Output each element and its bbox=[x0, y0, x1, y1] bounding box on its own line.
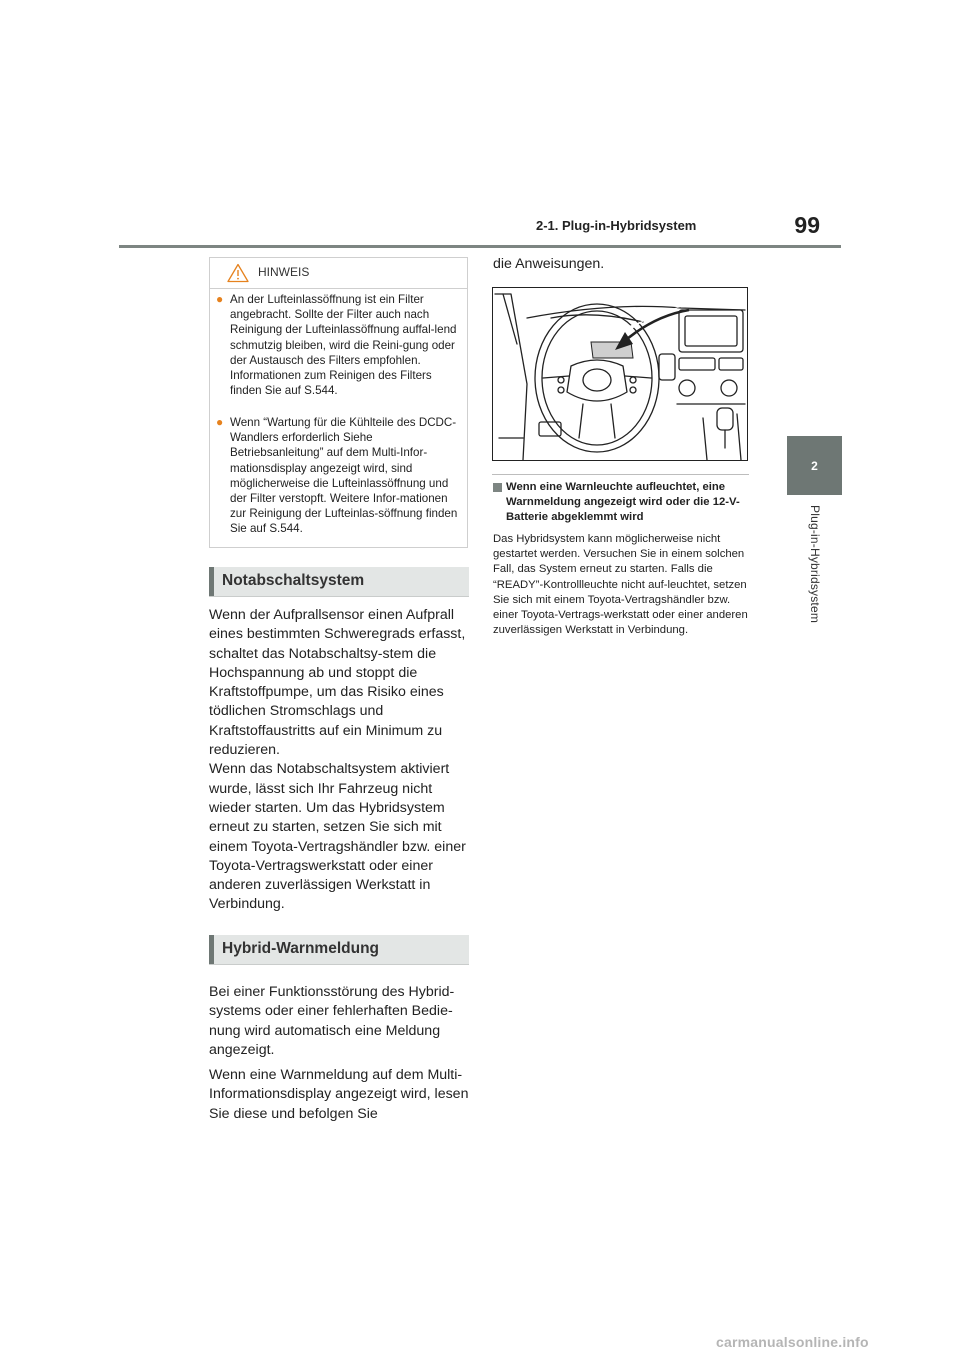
section-header-title: 2-1. Plug-in-Hybridsystem bbox=[536, 218, 697, 233]
bullet-icon: ● bbox=[216, 292, 224, 306]
steering-wheel-dashboard-image bbox=[493, 288, 747, 460]
section-heading-notabschaltsystem bbox=[209, 567, 469, 597]
chapter-side-label bbox=[800, 505, 830, 645]
watermark-text: carmanualsonline.info bbox=[716, 1334, 869, 1350]
section1-paragraph: Wenn der Aufprallsensor einen Aufprall eines bestimmten Schweregrads erfasst, schaltet das Notabschaltsy-stem die Hochspannung ab und stoppt die Kraftstoffpumpe, um das Risiko eines tödlichen Stromschlags und Kraftstoffaustritts auf ein Minimum zu reduzieren. bbox=[209, 607, 466, 759]
chapter-tab-number: 2 bbox=[811, 458, 818, 473]
section2-body bbox=[209, 983, 471, 1130]
section-heading-text: Hybrid-Warnmeldung bbox=[222, 940, 380, 957]
notice-item-text: Wenn “Wartung für die Kühlteile des DCDC-Wandlers erforderlich Siehe Betriebsanleitung” auf dem Multi-Infor-mationsdisplay angezeigt wird, sind möglicherweise die Lufteinlassöffnung und der Filter verstopft. Weitere Infor-mationen zur Reinigung der Lufteinlas-söffnung finden Sie auf S.544. bbox=[230, 416, 458, 536]
notice-header bbox=[210, 258, 467, 289]
section2-paragraph: Wenn eine Warnmeldung auf dem Multi-Informationsdisplay angezeigt wird, lesen Sie diese und befolgen Sie bbox=[209, 1067, 469, 1122]
warning-triangle-icon bbox=[227, 263, 249, 283]
illustration-divider bbox=[492, 474, 749, 475]
section2-paragraph: Bei einer Funktionsstörung des Hybrid-systems oder einer fehlerhaften Bedie-nung wird automatisch eine Meldung angezeigt. bbox=[209, 984, 455, 1058]
section1-body bbox=[209, 606, 471, 921]
header-divider bbox=[119, 245, 841, 248]
section-accent-bar bbox=[209, 567, 214, 596]
notice-item bbox=[216, 415, 464, 537]
section-heading-hybrid-warnmeldung bbox=[209, 935, 469, 965]
notice-item bbox=[216, 292, 464, 398]
notice-box bbox=[209, 257, 468, 548]
bullet-icon: ● bbox=[216, 415, 224, 429]
subsection-heading-text: Wenn eine Warnleuchte aufleuchtet, eine Warnmeldung angezeigt wird oder die 12-V-Batterie abgeklemmt wird bbox=[506, 481, 740, 523]
subsection-heading bbox=[493, 480, 751, 525]
notice-item-text: An der Lufteinlassöffnung ist ein Filter angebracht. Sollte der Filter auch nach Reinigung der Lufteinlassöffnung auffal-lend schmutzig bleiben, wird die Reini-gung oder der Austausch des Filters empfohlen. Informationen zum Reinigen des Filters finden Sie auf S.544. bbox=[230, 293, 457, 398]
subsection-text: Das Hybridsystem kann möglicherweise nicht gestartet werden. Versuchen Sie in einem solchen Fall, das System erneut zu starten. Falls die “READY”-Kontrollleuchte nicht auf-leuchtet, setzen Sie sich mit einem Toyota-Vertragshändler bzw. einer Toyota-Vertrags-werkstatt oder einer anderen zuverlässigen Werkstatt in Verbindung. bbox=[493, 533, 748, 637]
dashboard-illustration bbox=[492, 287, 748, 461]
section-accent-bar bbox=[209, 935, 214, 964]
chapter-tab[interactable] bbox=[787, 436, 842, 495]
section-heading-text: Notabschaltsystem bbox=[222, 572, 365, 589]
chapter-side-label-text: Plug-in-Hybridsystem bbox=[808, 505, 822, 624]
section1-paragraph: Wenn das Notabschaltsystem aktiviert wurde, lässt sich Ihr Fahrzeug nicht wieder starten. Um das Hybridsystem erneut zu starten, setzen Sie sich mit einem Toyota-Vertragshändler bzw. einer Toyota-Vertragswerkstatt oder einer anderen zuverlässigen Werkstatt in Verbindung. bbox=[209, 761, 466, 913]
continuation-text: die Anweisungen. bbox=[493, 256, 605, 272]
notice-title: HINWEIS bbox=[258, 265, 310, 279]
square-bullet-icon bbox=[493, 483, 502, 492]
page-number: 99 bbox=[794, 212, 820, 238]
